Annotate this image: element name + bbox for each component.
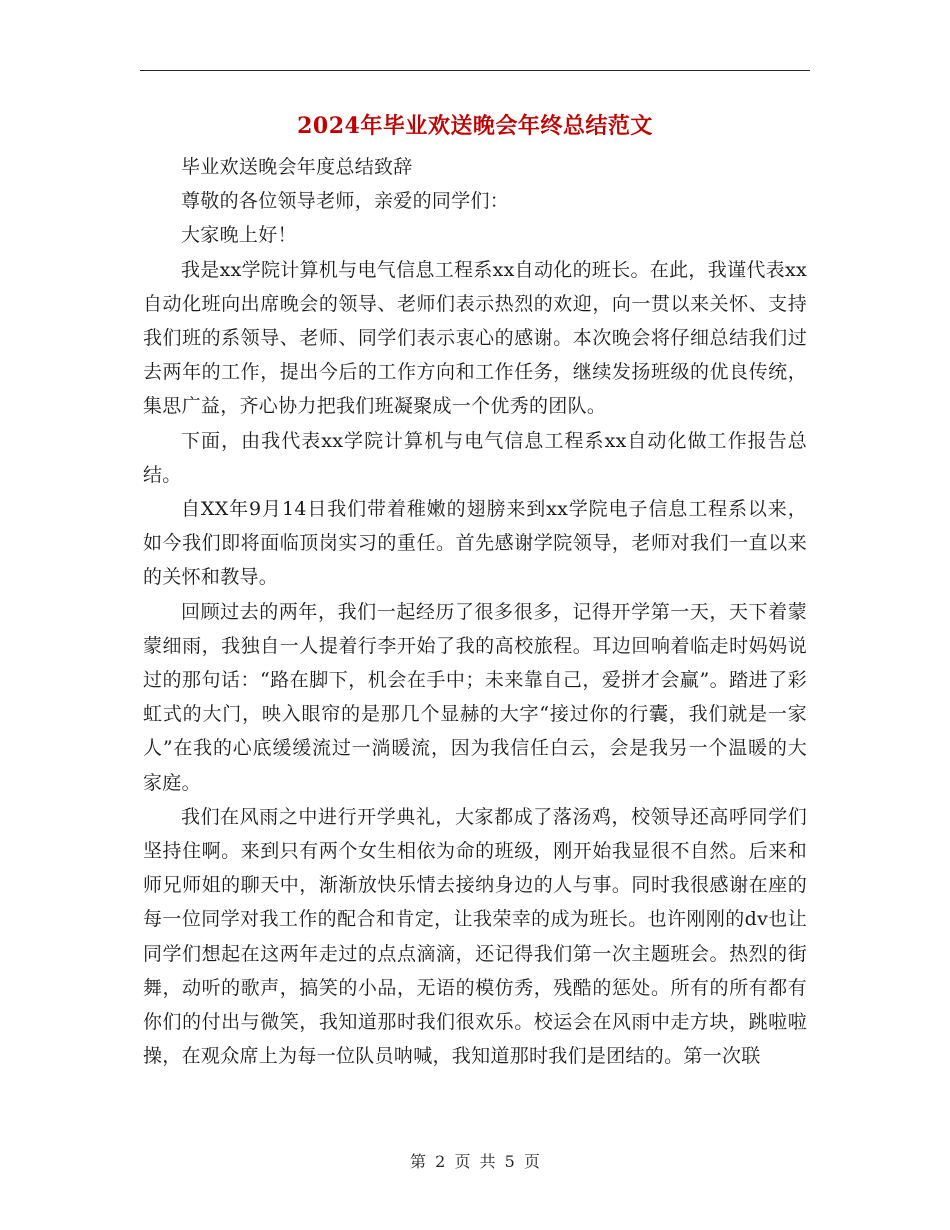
document-title: 2024年毕业欢送晚会年终总结范文	[297, 113, 653, 139]
paragraph: 回顾过去的两年，我们一起经历了很多很多，记得开学第一天，天下着蒙蒙细雨，我独自一人提着行李开始了我的高校旅程。耳边回响着临走时妈妈说过的那句话：“路在脚下，机会在手中；未来靠自己，爱拼才会赢”。踏进了彩虹式的大门，映入眼帘的是那几个显赫的大字“接过你的行囊，我们就是一家人”在我的心底缓缓流过一淌暖流，因为我信任白云，会是我另一个温暖的大家庭。	[143, 600, 807, 794]
footer-page-label: 第	[410, 1152, 427, 1171]
paragraph: 自XX年9月14日我们带着稚嫩的翅膀来到xx学院电子信息工程系以来，如今我们即将面临顶岗实习的重任。首先感谢学院领导，老师对我们一直以来的关怀和教导。	[143, 498, 807, 589]
footer-page-unit: 页	[454, 1152, 471, 1171]
footer-page-current: 2	[435, 1152, 446, 1171]
paragraph: 我是xx学院计算机与电气信息工程系xx自动化的班长。在此，我谨代表xx自动化班向出席晚会的领导、老师们表示热烈的欢迎，向一贯以来关怀、支持我们班的系领导、老师、同学们表示衷心的感谢。本次晚会将仔细总结我们过去两年的工作，提出今后的工作方向和工作任务，继续发扬班级的优良传统，集思广益，齐心协力把我们班凝聚成一个优秀的团队。	[143, 258, 807, 418]
footer-total-unit: 页	[523, 1152, 540, 1171]
header-rule	[140, 70, 810, 71]
page-number-footer	[0, 1150, 950, 1174]
paragraph-salutation: 尊敬的各位领导老师，亲爱的同学们：	[181, 190, 510, 213]
document-body	[143, 150, 807, 1073]
paragraph: 下面，由我代表xx学院计算机与电气信息工程系xx自动化做工作报告总结。	[143, 429, 807, 486]
footer-total-label: 共	[479, 1152, 496, 1171]
paragraph-greeting: 大家晚上好！	[181, 224, 297, 247]
paragraph: 我们在风雨之中进行开学典礼，大家都成了落汤鸡，校领导还高呼同学们坚持住啊。来到只有两个女生相依为命的班级，刚开始我显很不自然。后来和师兄师姐的聊天中，渐渐放快乐情去接纳身边的人与事。同时我很感谢在座的每一位同学对我工作的配合和肯定，让我荣幸的成为班长。也许刚刚的dv也让同学们想起在这两年走过的点点滴滴，还记得我们第一次主题班会。热烈的街舞，动听的歌声，搞笑的小品，无语的模仿秀，残酷的惩处。所有的所有都有你们的付出与微笑，我知道那时我们很欢乐。校运会在风雨中走方块，跳啦啦操，在观众席上为每一位队员呐喊，我知道那时我们是团结的。第一次联	[143, 805, 807, 1068]
footer-page-total: 5	[504, 1152, 515, 1171]
paragraph-subtitle: 毕业欢送晚会年度总结致辞	[181, 156, 413, 178]
